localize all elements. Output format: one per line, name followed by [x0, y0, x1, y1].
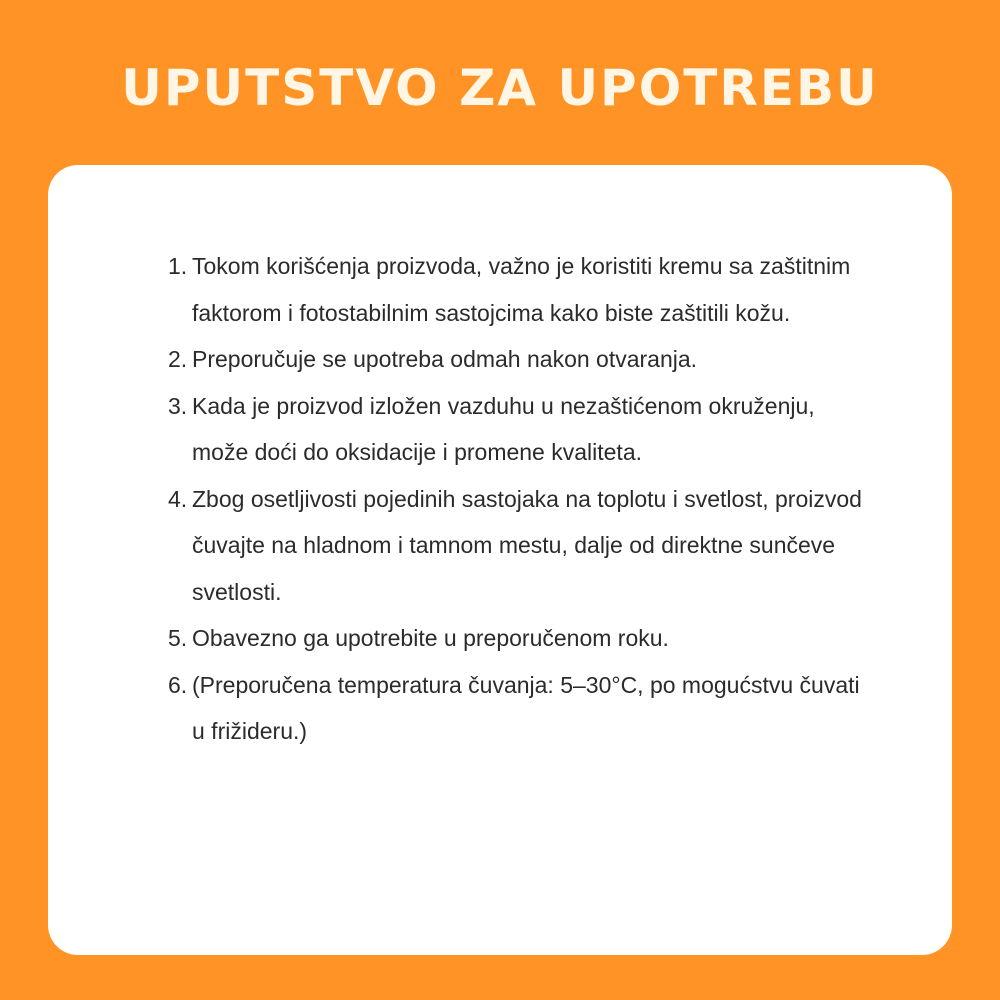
instruction-item — [168, 383, 868, 476]
instruction-text: Tokom korišćenja proizvoda, važno je koristiti kremu sa zaštitnim faktorom i fotostabilnim sastojcima kako biste zaštitili kožu. — [192, 253, 851, 326]
instruction-item — [168, 336, 868, 383]
instruction-number: 3. — [168, 392, 188, 419]
instruction-number: 2. — [168, 346, 188, 372]
page-title: UPUTSTVO ZA UPOTREBU — [121, 59, 879, 117]
instructions-list — [168, 243, 868, 755]
instruction-text: (Preporučena temperatura čuvanja: 5–30°C, po mogućstvu čuvati u frižideru.) — [192, 671, 860, 744]
instruction-text: Preporučuje se upotreba odmah nakon otvaranja. — [192, 346, 698, 372]
instruction-number: 4. — [168, 485, 188, 512]
instruction-text: Zbog osetljivosti pojedinih sastojaka na toplotu i svetlost, proizvod čuvajte na hladnom i tamnom mestu, dalje od direktne sunčeve svetlosti. — [192, 485, 862, 605]
instruction-text: Kada je proizvod izložen vazduhu u nezaštićenom okruženju, može doći do oksidacije i promene kvaliteta. — [192, 392, 815, 465]
instruction-item — [168, 243, 868, 336]
instruction-number: 5. — [168, 625, 188, 651]
instruction-text: Obavezno ga upotrebite u preporučenom roku. — [192, 625, 669, 651]
instruction-number: 6. — [168, 671, 188, 698]
instruction-item — [168, 662, 868, 755]
instruction-item — [168, 476, 868, 616]
instruction-number: 1. — [168, 253, 188, 279]
instructions-card — [48, 165, 952, 955]
instruction-item — [168, 615, 868, 662]
